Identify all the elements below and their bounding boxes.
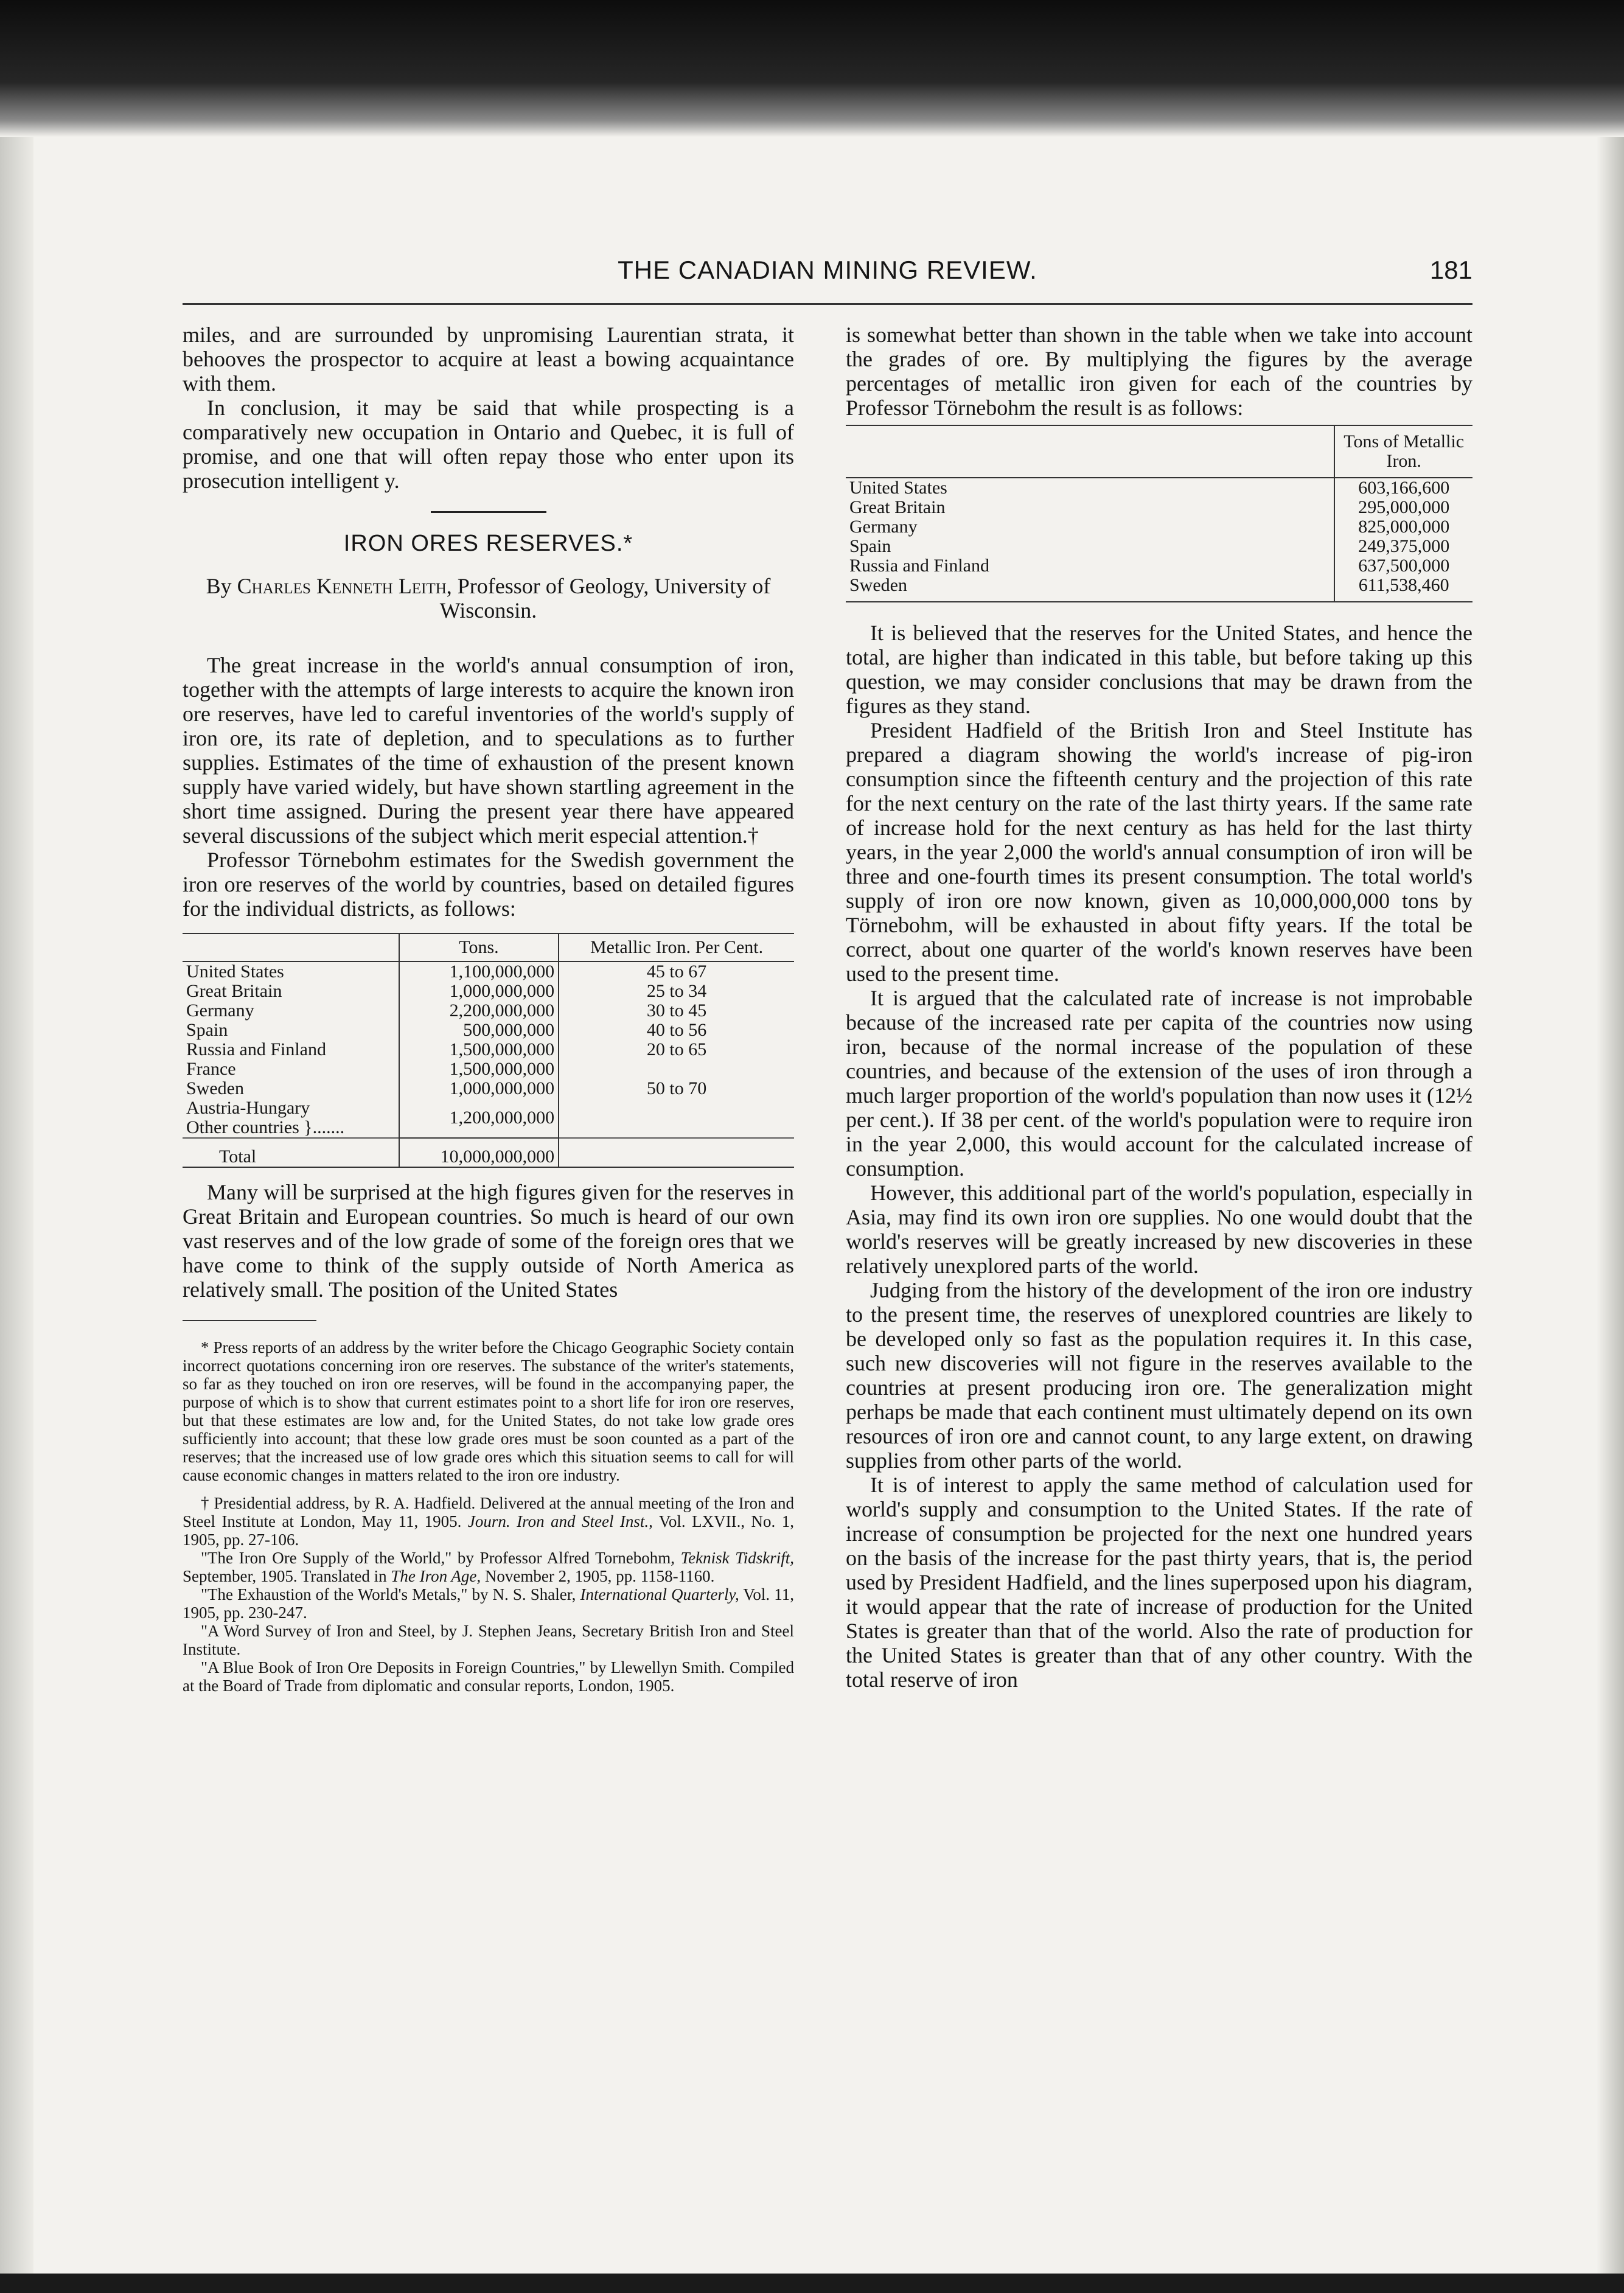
journal-page — [183, 231, 1472, 2258]
right-column — [846, 323, 1472, 1692]
body-paragraph: It is of interest to apply the same method of calculation used for world's supply and consumption to the United States. If the rate of increase of consumption be projected for the next one hundred years on the basis of the increase for the past thirty years, that is, the period used by President Hadfield, and the lines superposed upon his diagram, it would appear that the rate of increase of production for the United States is greater than that of the world. Also the rate of production for the United States is greater than that of any other country. With the total reserve of iron — [846, 1473, 1472, 1692]
footnote-reference: "The Exhaustion of the World's Metals," by N. S. Shaler, International Quarterly, Vol. 11, 1905, pp. 230-247. — [183, 1585, 795, 1622]
section-divider — [431, 511, 546, 513]
scan-bottom-edge — [0, 2274, 1624, 2293]
body-paragraph: However, this additional part of the world's population, especially in Asia, may find its own iron ore supplies. No one would doubt that the world's reserves will be greatly increased by new discoveries in these relatively unexplored parts of the world. — [846, 1181, 1472, 1278]
footnote-reference: "A Blue Book of Iron Ore Deposits in Foreign Countries," by Llewellyn Smith. Compiled at the Board of Trade from diplomatic and consular reports, London, 1905. — [183, 1658, 794, 1695]
col-header-metallic: Metallic Iron. Per Cent. — [590, 937, 764, 957]
brace: }....... — [304, 1117, 345, 1137]
table-row: Russia and Finland 637,500,000 — [846, 556, 1472, 576]
footnotes — [183, 1338, 794, 1695]
table-row: Great Britain 1,000,000,000 25 to 34 — [183, 982, 794, 1001]
col-header-tons: Tons. — [399, 934, 559, 962]
header-rule — [183, 303, 1472, 305]
table-row: Sweden 611,538,460 — [846, 576, 1472, 602]
table-row: Spain 500,000,000 40 to 56 — [183, 1021, 794, 1040]
scan-right-margin — [1597, 137, 1624, 2293]
table-row-combined: Austria-Hungary Other countries }....... 1,200,000,000 — [183, 1098, 794, 1138]
footnote-dagger: † Presidential address, by R. A. Hadfield. Delivered at the annual meeting of the Iron and Steel Institute at London, May 11, 1905. Journ. Iron and Steel Inst., Vol. LXVII., No. 1, 1905, pp. 27-106. — [183, 1494, 794, 1549]
table-row: Spain 249,375,000 — [846, 537, 1472, 556]
table-row: Germany 825,000,000 — [846, 517, 1472, 537]
prev-article-paragraph: In conclusion, it may be said that while prospecting is a comparatively new occupation in Ontario and Quebec, it is full of promise, and one that will often repay those who enter upon its prosecution intelligent y. — [183, 396, 794, 493]
body-paragraph: President Hadfield of the British Iron and Steel Institute has prepared a diagram showing the world's increase of pig-iron consumption since the fifteenth century and the projection of this rate for the next century on the rate of the last thirty years. If the same rate of increase hold for the next century as has held for the last thirty years, in the year 2,000 the world's annual consumption of iron will be three and one-fourth times its present consumption. The total world's supply of iron ore now known, given as 10,000,000,000 tons by Törnebohm, will be exhausted in about fifty years. If the total be correct, about one quarter of the world's known reserves have been used to the present time. — [846, 718, 1472, 986]
metallic-iron-table — [846, 425, 1472, 602]
author-name: Charles Kenneth Leith, — [237, 574, 452, 598]
table-row: Great Britain 295,000,000 — [846, 498, 1472, 517]
col-header-metallic-tons: Tons of Metallic Iron. — [1343, 431, 1465, 471]
body-paragraph: Judging from the history of the development of the iron ore industry to the present time, the reserves of unexplored countries are likely to be developed only so fast as the population requires it. In this case, such new discoveries will not figure in the reserves available to the countries at present producing iron ore. The generalization might perhaps be made that each continent must ultimately depend on its own resources of iron ore and cannot count, to any large extent, on drawing supplies from other parts of the world. — [846, 1278, 1472, 1473]
byline-by: By — [206, 574, 232, 598]
table-row: United States 1,100,000,000 45 to 67 — [183, 962, 794, 982]
table-row: Russia and Finland 1,500,000,000 20 to 65 — [183, 1040, 794, 1059]
table-total-row: Total 10,000,000,000 — [183, 1138, 794, 1167]
footnote-reference: "The Iron Ore Supply of the World," by Professor Alfred Tornebohm, Teknisk Tidskrift, September, 1905. Translated in The Iron Age, November 2, 1905, pp. 1158-1160. — [183, 1549, 795, 1585]
body-paragraph: Many will be surprised at the high figures given for the reserves in Great Britain and European countries. So much is heard of our own vast reserves and of the low grade of some of the foreign ores that we have come to think of the supply outside of North America as relatively small. The position of the United States — [183, 1180, 794, 1302]
left-column — [183, 323, 794, 1695]
table-row: Sweden 1,000,000,000 50 to 70 — [183, 1079, 794, 1098]
iron-ore-reserves-table — [183, 933, 794, 1168]
table-corner — [183, 934, 399, 962]
footnote-reference: "A Word Survey of Iron and Steel, by J. Stephen Jeans, Secretary British Iron and Steel Institute. — [183, 1622, 794, 1658]
page-number: 181 — [1429, 256, 1472, 284]
table-row: France 1,500,000,000 — [183, 1059, 794, 1079]
table-row: Germany 2,200,000,000 30 to 45 — [183, 1001, 794, 1021]
footnote-star: * Press reports of an address by the writer before the Chicago Geographic Society contain incorrect quotations concerning iron ore reserves. The substance of the writer's statements, so far as they touched on iron ore reserves, will be found in the accompanying paper, the purpose of which is to show that current estimates point to a short life for iron ore reserves, but that these estimates are low and, for the United States, do not take low grade ores sufficiently into account; that these low grade ores must be soon counted as a part of the reserves; that the increased use of low grade ores which this situation seems to call for will cause economic changes in matters related to the iron ore industry. — [183, 1338, 794, 1484]
body-paragraph: The great increase in the world's annual consumption of iron, together with the attempts of large interests to acquire the known iron ore reserves, have led to careful inventories of the world's supply of iron ore, its rate of depletion, and to speculations as to further supplies. Estimates of the time of exhaustion of the present known supply have varied widely, but have shown startling agreement in the short time assigned. During the present year there have appeared several discussions of the subject which merit especial attention.† — [183, 653, 794, 848]
table-row: United States 603,166,600 — [846, 478, 1472, 498]
body-paragraph: It is argued that the calculated rate of increase is not improbable because of the increased rate per capita of the countries now using iron, because of the normal increase of the population of these countries, and because of the extension of the uses of iron through a much larger proportion of the world's population than now uses it (12½ per cent.). If 38 per cent. of the world's population were to require iron in the year 2,000, this would account for the calculated increase of consumption. — [846, 986, 1472, 1181]
scan-dark-top-edge — [0, 0, 1624, 137]
article-title: IRON ORES RESERVES.* — [343, 531, 633, 556]
prev-article-paragraph: miles, and are surrounded by unpromising Laurentian strata, it behooves the prospector to acquire at least a bowing acquaintance with them. — [183, 323, 794, 396]
journal-title: THE CANADIAN MINING REVIEW. — [618, 256, 1037, 284]
scan-left-margin — [0, 137, 33, 2293]
author-affiliation: Professor of Geology, University of Wisconsin. — [439, 574, 771, 623]
body-paragraph: Professor Törnebohm estimates for the Swedish government the iron ore reserves of the world by countries, based on detailed figures for the individual districts, as follows: — [183, 848, 794, 921]
body-paragraph: is somewhat better than shown in the table when we take into account the grades of ore. By multiplying the figures by the average percentages of metallic iron given for each of the countries by Professor Törnebohm the result is as follows: — [846, 323, 1472, 420]
byline — [183, 574, 794, 623]
body-paragraph: It is believed that the reserves for the United States, and hence the total, are higher than indicated in this table, but before taking up this question, we may consider conclusions that may be drawn from the figures as they stand. — [846, 621, 1472, 718]
running-header — [183, 256, 1472, 292]
table-corner — [846, 425, 1334, 478]
footnote-rule — [183, 1320, 316, 1321]
